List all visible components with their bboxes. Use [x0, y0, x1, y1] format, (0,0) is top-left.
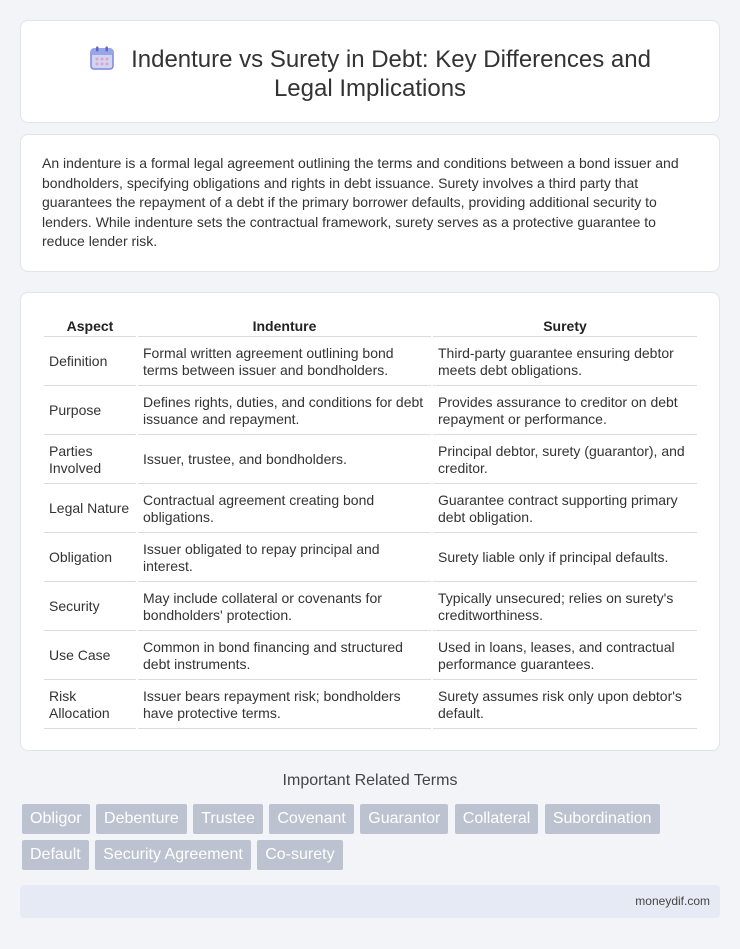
table-row — [44, 535, 697, 582]
table-row — [44, 682, 697, 729]
cell-indenture: Issuer obligated to repay principal and interest. — [138, 535, 431, 582]
table-row — [44, 584, 697, 631]
table-header-row — [44, 315, 697, 337]
calendar-icon — [89, 45, 115, 71]
cell-aspect: Use Case — [44, 633, 136, 680]
related-terms-heading: Important Related Terms — [282, 772, 458, 789]
cell-indenture: Issuer bears repayment risk; bondholders have protective terms. — [138, 682, 431, 729]
cell-indenture: Contractual agreement creating bond obligations. — [138, 486, 431, 533]
cell-aspect: Obligation — [44, 535, 136, 582]
cell-aspect: Purpose — [44, 388, 136, 435]
page-title-text: Indenture vs Surety in Debt: Key Differences and Legal Implications — [131, 46, 651, 102]
comparison-table — [42, 313, 699, 731]
header-aspect: Aspect — [44, 315, 136, 337]
related-terms-list — [22, 804, 662, 876]
cell-surety: Surety assumes risk only upon debtor's default. — [433, 682, 697, 729]
cell-aspect: Definition — [44, 339, 136, 386]
intro-paragraph: An indenture is a formal legal agreement outlining the terms and conditions between a bond issuer and bondholders, specifying obligations and rights in debt issuance. Surety involves a third party that guarantees the repayment of a debt if the primary borrower defaults, providing additional security to lenders. While indenture sets the contractual framework, surety serves as a protective guarantee to reduce lender risk. — [42, 155, 679, 249]
cell-surety: Provides assurance to creditor on debt repayment or performance. — [433, 388, 697, 435]
cell-indenture: Issuer, trustee, and bondholders. — [138, 437, 431, 484]
cell-aspect: Legal Nature — [44, 486, 136, 533]
page-title — [21, 45, 719, 103]
term-tag[interactable]: Security Agreement — [95, 840, 251, 870]
term-tag[interactable]: Subordination — [545, 804, 660, 834]
cell-surety: Principal debtor, surety (guarantor), and creditor. — [433, 437, 697, 484]
cell-indenture: Common in bond financing and structured debt instruments. — [138, 633, 431, 680]
term-tag[interactable]: Debenture — [96, 804, 187, 834]
cell-aspect: Risk Allocation — [44, 682, 136, 729]
cell-indenture: Defines rights, duties, and conditions for debt issuance and repayment. — [138, 388, 431, 435]
cell-indenture: Formal written agreement outlining bond terms between issuer and bondholders. — [138, 339, 431, 386]
intro-card — [20, 134, 720, 272]
table-row — [44, 486, 697, 533]
cell-surety: Typically unsecured; relies on surety's creditworthiness. — [433, 584, 697, 631]
term-tag[interactable]: Default — [22, 840, 89, 870]
term-tag[interactable]: Collateral — [455, 804, 539, 834]
table-row — [44, 437, 697, 484]
cell-aspect: Security — [44, 584, 136, 631]
cell-surety: Used in loans, leases, and contractual performance guarantees. — [433, 633, 697, 680]
table-row — [44, 633, 697, 680]
cell-surety: Third-party guarantee ensuring debtor meets debt obligations. — [433, 339, 697, 386]
header-surety: Surety — [433, 315, 697, 337]
term-tag[interactable]: Trustee — [193, 804, 263, 834]
cell-surety: Surety liable only if principal defaults. — [433, 535, 697, 582]
cell-surety: Guarantee contract supporting primary debt obligation. — [433, 486, 697, 533]
term-tag[interactable]: Guarantor — [360, 804, 448, 834]
table-row — [44, 388, 697, 435]
title-card — [20, 20, 720, 123]
header-indenture: Indenture — [138, 315, 431, 337]
cell-indenture: May include collateral or covenants for bondholders' protection. — [138, 584, 431, 631]
term-tag[interactable]: Obligor — [22, 804, 90, 834]
table-row — [44, 339, 697, 386]
term-tag[interactable]: Co-surety — [257, 840, 342, 870]
term-tag[interactable]: Covenant — [269, 804, 354, 834]
footer-bar — [20, 885, 720, 918]
footer-site-link[interactable]: moneydif.com — [635, 894, 710, 908]
comparison-table-card — [20, 292, 720, 751]
cell-aspect: Parties Involved — [44, 437, 136, 484]
